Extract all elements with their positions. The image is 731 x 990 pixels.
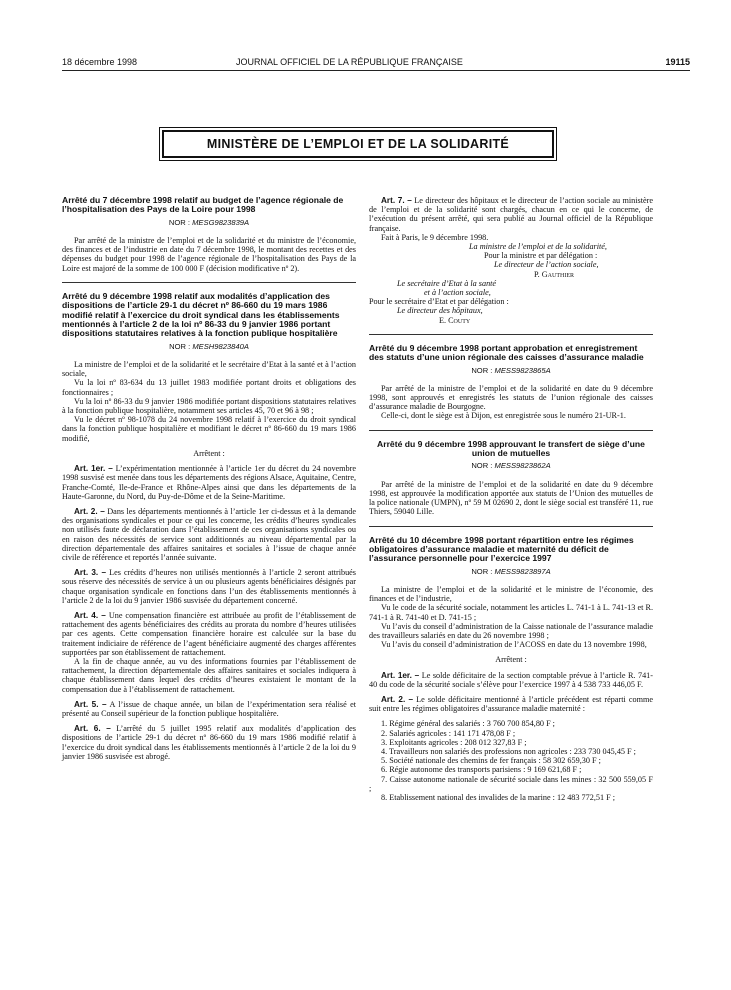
signatory-title: Le directeur des hôpitaux, xyxy=(397,306,483,316)
paragraph: Par arrêté de la ministre de l’emploi et de la solidarité en date du 9 décembre 1998, sont approuvés et enregistrés les statuts de l’union régionale des caisses d’assurance maladie de Bourgogne. xyxy=(369,383,653,412)
list-item: 1. Régime général des salariés : 3 760 700 854,80 F ; xyxy=(381,719,555,729)
decree-title: Arrêté du 7 décembre 1998 relatif au budget de l’agence régionale de l’hospitalisation des Pays de la Loire pour 1998 xyxy=(62,195,344,215)
nor-reference: NOR : MESH9823840A xyxy=(169,341,249,351)
signatory-delegation: Pour la ministre et par délégation : xyxy=(484,251,598,261)
article: Art. 1er. – L’expérimentation mentionnée à l’article 1er du décret du 24 novembre 1998 susvisé est menée dans tous les départements des régions Alsace, Aquitaine, Centre, Franche-Comté, Ile-de-France et Rhône-Alpes ainsi que dans les départements de la Haute-Garonne, du Nord, du Puy-de-Dôme et de la Seine-Maritime. xyxy=(62,464,356,501)
signature-date: Fait à Paris, le 9 décembre 1998. xyxy=(381,232,489,242)
header-date: 18 décembre 1998 xyxy=(62,57,138,67)
decree-title: Arrêté du 9 décembre 1998 approuvant le transfert de siège d’une union de mutuelles xyxy=(377,438,645,459)
section-divider xyxy=(62,282,356,283)
article: Art. 4. – Une compensation financière est attribuée au profit de l’établissement de rattachement des agents bénéficiaires des crédits au prorata du nombre d’heures utilisées par ces agents. Cette compensation financière horaire est calculée sur la base du traitement indiciaire de référence de l’agent bénéficiaire augmenté des charges afférentes supportées par son établissement de rattachement. xyxy=(62,610,356,657)
paragraph: La ministre de l’emploi et de la solidarité et le secrétaire d’Etat à la santé et à l’action sociale, xyxy=(62,360,356,379)
paragraph: La ministre de l’emploi et de la solidarité et le ministre de l’économie, des finances et de l’industrie, xyxy=(369,584,653,604)
right-column xyxy=(369,196,653,802)
list-item: 8. Etablissement national des invalides de la marine : 12 483 772,51 F ; xyxy=(381,792,615,802)
signatory-title: Le secrétaire d’Etat à la santé xyxy=(397,278,497,288)
nor-reference: NOR : MESG9823839A xyxy=(168,217,250,227)
paragraph: Vu l’avis du conseil d’administration de l’ACOSS en date du 13 novembre 1998, xyxy=(381,640,647,650)
signatory-delegation: Pour le secrétaire d’Etat et par délégation : xyxy=(369,297,509,307)
list-item: 5. Société nationale des chemins de fer français : 58 302 659,30 F ; xyxy=(381,756,601,766)
header-rule xyxy=(62,70,690,71)
left-column xyxy=(62,196,356,761)
signatory-name: E. Couty xyxy=(439,315,471,325)
article: Art. 5. – A l’issue de chaque année, un bilan de l’expérimentation sera réalisé et présenté au Conseil supérieur de la fonction publique hospitalière. xyxy=(62,699,356,718)
list-item: 3. Exploitants agricoles : 208 012 327,83 F ; xyxy=(381,737,527,747)
paragraph: Vu la loi nº 83-634 du 13 juillet 1983 modifiée portant droits et obligations des fonctionnaires ; xyxy=(62,378,356,397)
list-item: 2. Salariés agricoles : 141 171 478,08 F ; xyxy=(381,728,516,738)
paragraph: Vu le code de la sécurité sociale, notamment les articles L. 741-1 à L. 741-13 et R. 741-1 à R. 741-40 et D. 741-15 ; xyxy=(369,603,653,622)
section-divider xyxy=(369,334,653,335)
header-journal-title: JOURNAL OFFICIEL DE LA RÉPUBLIQUE FRANÇAISE xyxy=(236,57,463,67)
nor-reference: NOR : MESS9823897A xyxy=(471,566,551,576)
section-divider xyxy=(369,526,653,527)
signatory-title: Le directeur de l’action sociale, xyxy=(494,260,599,270)
article: Art. 6. – L’arrêté du 5 juillet 1995 relatif aux modalités d’application des dispositions de l’article 29-1 du décret nº 86-660 du 19 mars 1986 modifié relatif à l’exercice du droit syndical dans les établissements mentionnés à l’article 2 de la loi du 9 janvier 1986 susvisée est abrogé. xyxy=(62,724,356,761)
article: Art. 2. – Dans les départements mentionnés à l’article 1er ci-dessus et à la demande des organisations syndicales et pour ce qui les concerne, les crédits d’heures syndicales non utilisés faute de déclaration dans l’établissement de ces organisations syndicales ou en raison des nécessités de service sont additionnés au niveau départemental par la direction départementale des affaires sanitaires et sociales à l’issue de chaque année civile de référence et reportés l’année suivante. xyxy=(62,506,356,562)
ministry-heading: MINISTÈRE DE L’EMPLOI ET DE LA SOLIDARITÉ xyxy=(162,130,554,158)
article: Art. 7. – Le directeur des hôpitaux et le directeur de l’action sociale au ministère de l’emploi et de la solidarité sont chargés, chacun en ce qui le concerne, de l’exécution du présent arrêté, qui sera publié au Journal officiel de la République française. xyxy=(369,196,653,233)
paragraph: Vu le décret nº 98-1078 du 24 novembre 1998 relatif à l’exercice du droit syndical dans la fonction publique hospitalière et modifiant le décret nº 86-660 du 19 mars 1986 modifié, xyxy=(62,415,356,443)
paragraph: Vu l’avis du conseil d’administration de la Caisse nationale de l’assurance maladie des travailleurs salariés en date du 26 novembre 1998 ; xyxy=(369,621,653,640)
article: Art. 1er. – Le solde déficitaire de la section comptable prévue à l’article R. 741-40 du code de la sécurité sociale s’élève pour l’exercice 1997 à 4 538 733 446,05 F. xyxy=(369,670,653,689)
nor-reference: NOR : MESS9823862A xyxy=(471,461,551,471)
list-item: 7. Caisse autonome nationale de sécurité sociale dans les mines : 32 500 559,05 F ; xyxy=(369,774,653,793)
section-divider xyxy=(369,430,653,431)
list-item: 4. Travailleurs non salariés des professions non agricoles : 233 730 045,45 F ; xyxy=(381,746,636,756)
paragraph: Celle-ci, dont le siège est à Dijon, est enregistrée sous le numéro 21-UR-1. xyxy=(381,411,626,421)
arretent-heading: Arrêtent : xyxy=(193,448,225,458)
signatory-title: et à l’action sociale, xyxy=(424,288,491,298)
decree-title: Arrêté du 9 décembre 1998 relatif aux modalités d’application des dispositions de l’article 29-1 du décret nº 86-660 du 19 mars 1986 modifié relatif à l’exercice du droit syndical dans les établissements mentionnés à l’article 2 de la loi nº 86-33 du 9 janvier 1986 portant dispositions statutaires relatives à la fonction publique hospitalière xyxy=(62,290,340,339)
nor-reference: NOR : MESS9823865A xyxy=(471,365,551,375)
paragraph: Vu la loi nº 86-33 du 9 janvier 1986 modifiée portant dispositions statutaires relatives à la fonction publique hospitalière, notamment ses articles 45, 70 et 96 à 98 ; xyxy=(62,396,356,416)
signatory-title: La ministre de l’emploi et de la solidarité, xyxy=(469,242,607,252)
paragraph: Par arrêté de la ministre de l’emploi et de la solidarité en date du 9 décembre 1998, est approuvée la modification apportée aux statuts de l’Union des mutuelles de la police nationale (UMPN), nº 59 M 02690 2, dont le siège social est transféré 11, rue Thiers, 59040 Lille. xyxy=(369,479,653,517)
paragraph: A la fin de chaque année, au vu des informations fournies par l’établissement de rattachement, la direction départementale des affaires sanitaires et sociales indiquera à chaque établissement dans lequel des crédits d’heures existaient le montant de la compensation due à l’établissement de rattachement. xyxy=(62,656,356,694)
paragraph: Par arrêté de la ministre de l’emploi et de la solidarité et du ministre de l’économie, des finances et de l’industrie en date du 7 décembre 1998, le montant des recettes et des dépenses du budget pour 1998 de l’agence régionale de l’hospitalisation des Pays de la Loire est majoré de la somme de 100 000 F (décision modificative nº 2). xyxy=(62,236,356,273)
decree-title: Arrêté du 10 décembre 1998 portant répartition entre les régimes obligatoires d’assurance maladie et maternité du déficit de l’assurance personnelle pour l’exercice 1997 xyxy=(369,534,634,564)
list-item: 6. Régie autonome des transports parisiens : 9 169 621,68 F ; xyxy=(381,765,582,775)
arretent-heading: Arrêtent : xyxy=(495,655,527,665)
article: Art. 3. – Les crédits d’heures non utilisés mentionnés à l’article 2 seront attribués sous réserve des nécessités de service à un ou plusieurs agents bénéficiaires désignés par chaque organisation syndicale en fonctions dans l’un des établissements mentionnés à l’article 2 de la loi du 9 janvier 1986 susvisée du département concerné. xyxy=(62,568,356,605)
article: Art. 2. – Le solde déficitaire mentionné à l’article précédent est réparti comme suit entre les régimes obligatoires d’assurance maladie maternité : xyxy=(369,694,653,714)
header-page-number: 19115 xyxy=(665,57,690,67)
signatory-name: P. Gauthier xyxy=(534,269,574,279)
decree-title: Arrêté du 9 décembre 1998 portant approbation et enregistrement des statuts d’une union régionale des caisses d’assurance maladie xyxy=(369,342,644,363)
